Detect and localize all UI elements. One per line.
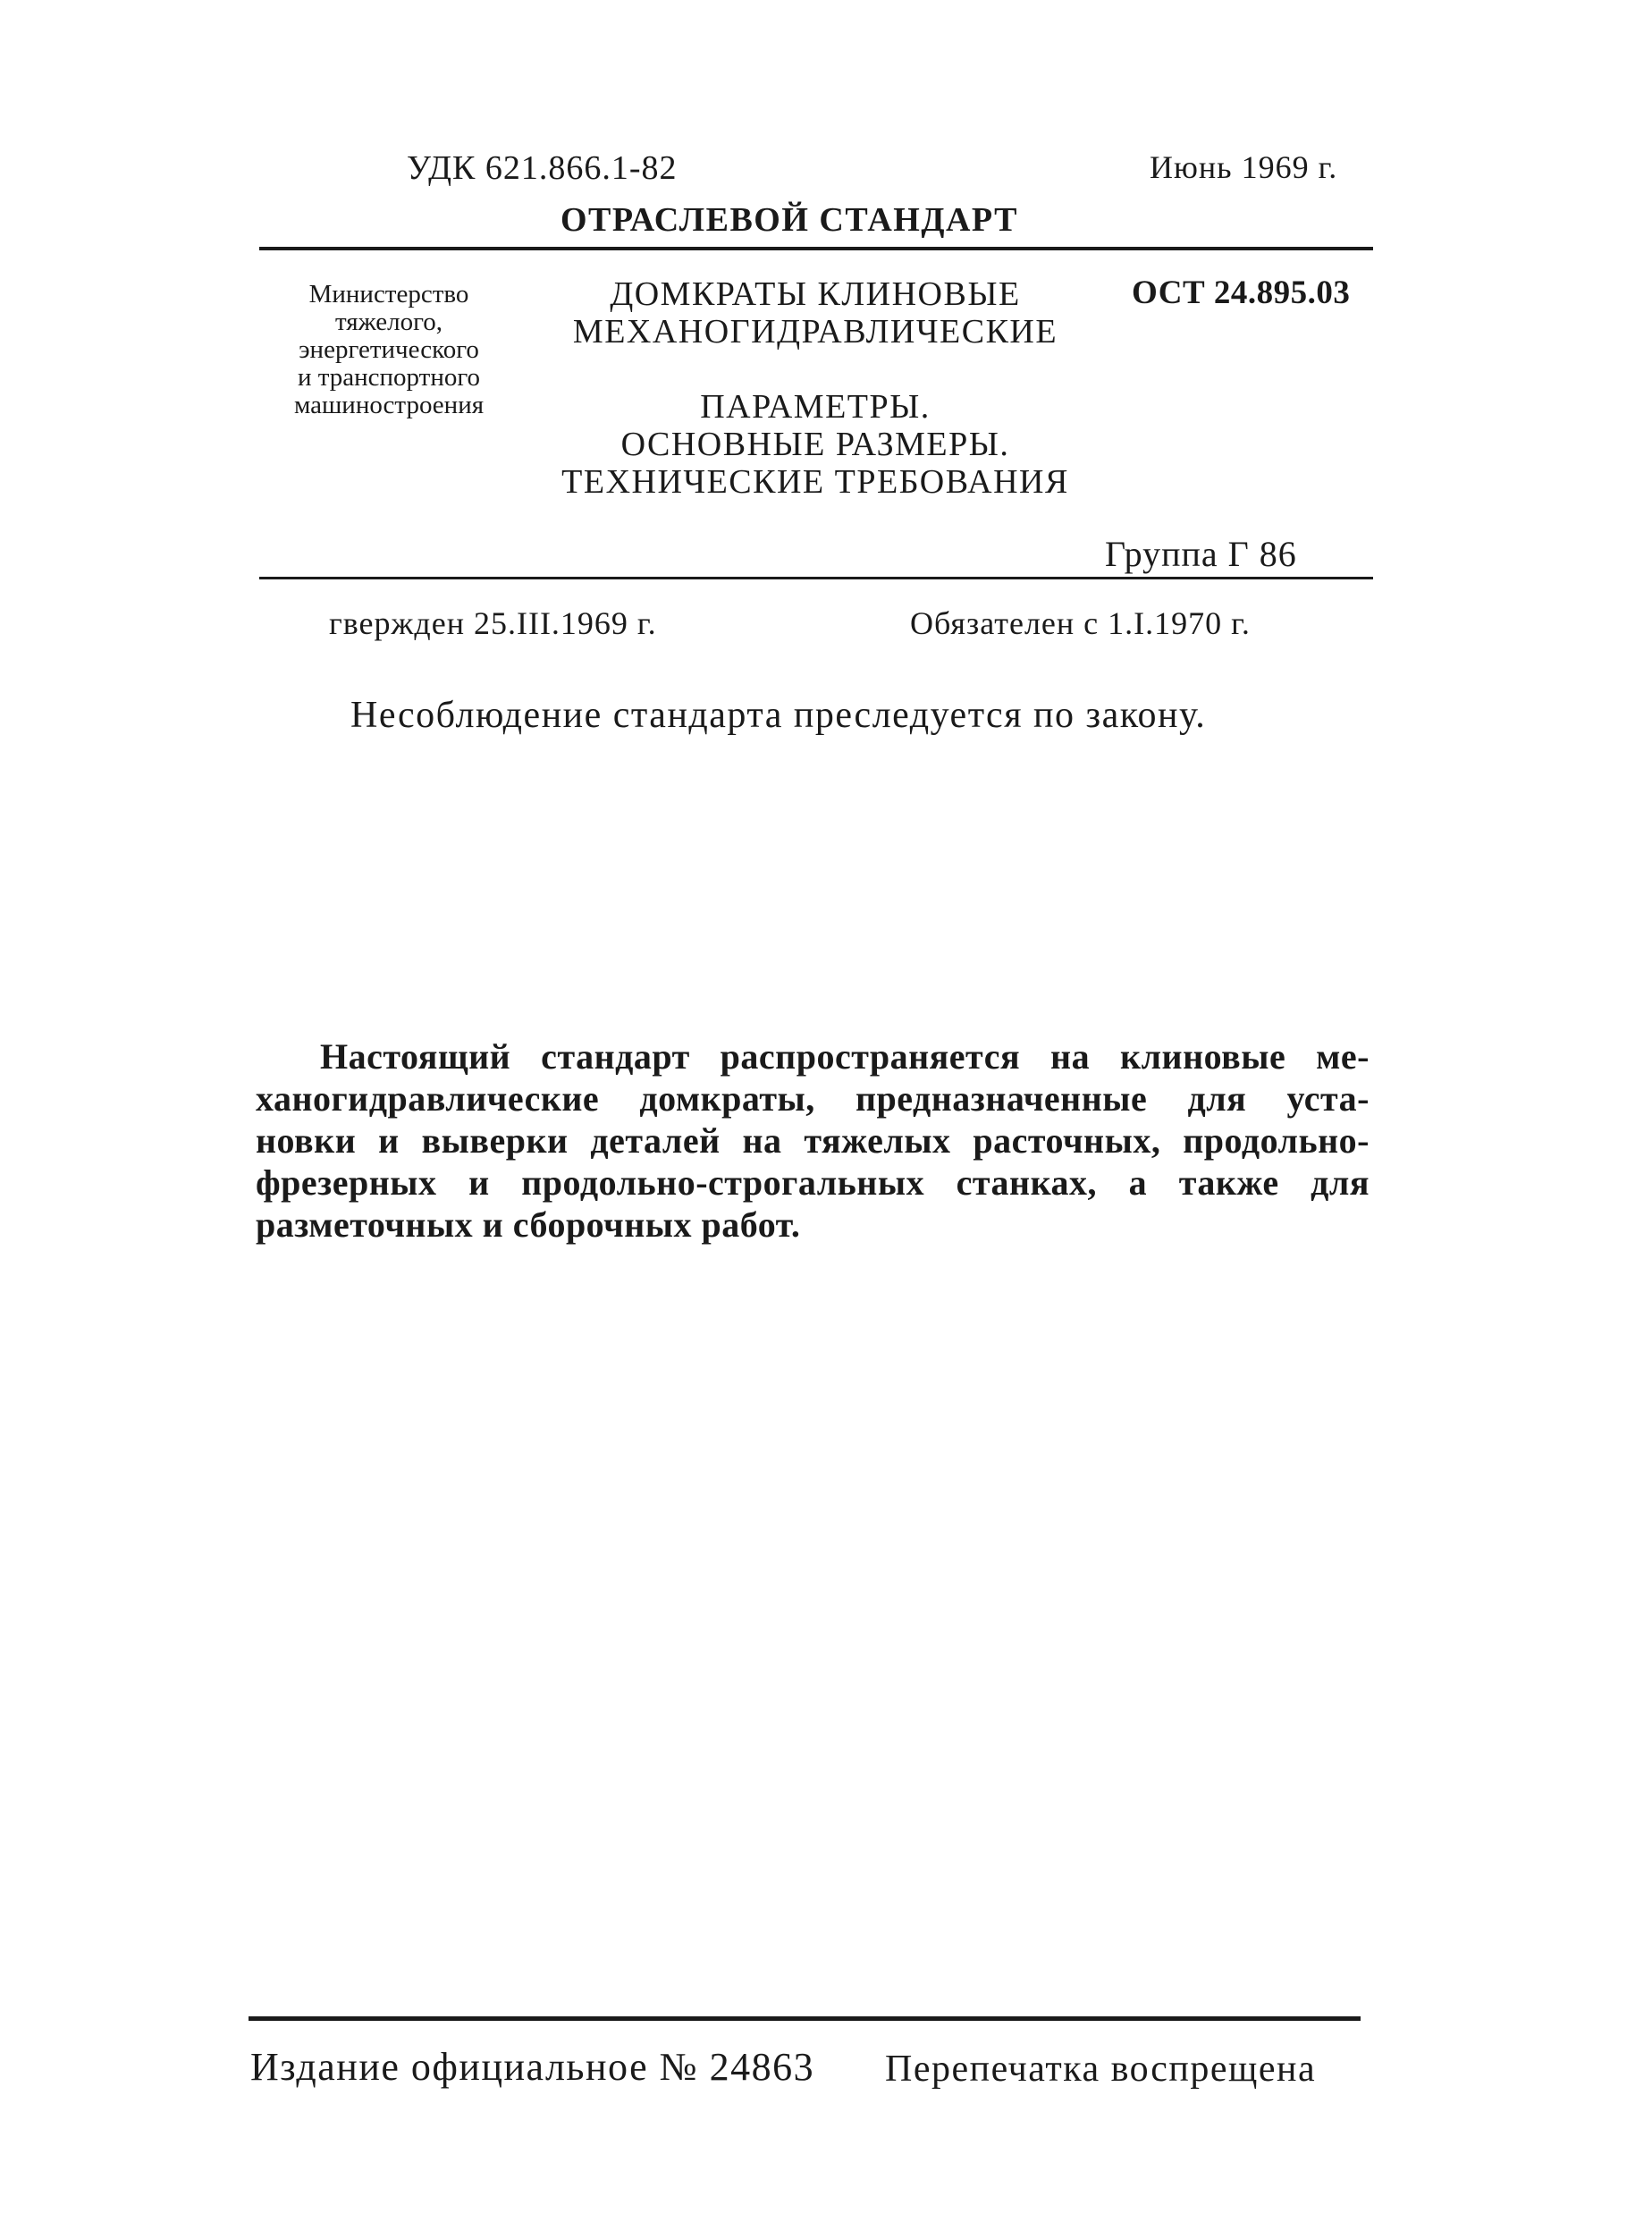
ministry-line: Министерство (308, 280, 469, 308)
footer-divider (249, 2016, 1361, 2021)
scope-line: ханогидравлические домкраты, предназначенные для уста- (256, 1078, 1370, 1119)
ministry-line: тяжелого, (334, 308, 443, 336)
issue-date: Июнь 1969 г. (1150, 149, 1338, 185)
scope-line: Настоящий стандарт распространяется на клиновые ме- (320, 1036, 1370, 1077)
title-line: ПАРАМЕТРЫ. (700, 388, 931, 426)
scope-line: новки и выверки деталей на тяжелых расточных, продольно- (256, 1120, 1370, 1161)
scope-line: разметочных и сборочных работ. (256, 1204, 801, 1245)
standard-type-heading: ОТРАСЛЕВОЙ СТАНДАРТ (560, 201, 1018, 239)
ministry-line: и транспортного (297, 363, 481, 392)
reprint-notice: Перепечатка воспрещена (885, 2049, 1317, 2090)
title-line: ОСНОВНЫЕ РАЗМЕРЫ. (620, 426, 1010, 463)
middle-divider (259, 577, 1373, 579)
ministry-line: энергетического (299, 335, 479, 364)
approval-date: гвержден 25.III.1969 г. (329, 605, 657, 641)
top-divider (259, 247, 1373, 250)
scope-line: фрезерных и продольно-строгальных станках, а также для (256, 1162, 1370, 1203)
udk-code: УДК 621.866.1-82 (407, 149, 678, 187)
classification-group: Группа Г 86 (1105, 534, 1297, 574)
ministry-block (259, 281, 518, 419)
edition-notice: Издание официальное № 24863 (250, 2045, 815, 2089)
title-spacer (529, 351, 1101, 388)
title-line: МЕХАНОГИДРАВЛИЧЕСКИЕ (572, 313, 1058, 351)
effective-date: Обязателен с 1.I.1970 г. (910, 605, 1251, 641)
ministry-line: машиностроения (293, 391, 485, 419)
scope-paragraph (256, 1035, 1370, 1246)
title-line: ДОМКРАТЫ КЛИНОВЫЕ (610, 275, 1021, 313)
document-title (529, 275, 1101, 501)
title-line: ТЕХНИЧЕСКИЕ ТРЕБОВАНИЯ (561, 463, 1069, 501)
standard-number: ОСТ 24.895.03 (1132, 275, 1351, 311)
law-notice: Несоблюдение стандарта преследуется по закону. (350, 695, 1207, 736)
